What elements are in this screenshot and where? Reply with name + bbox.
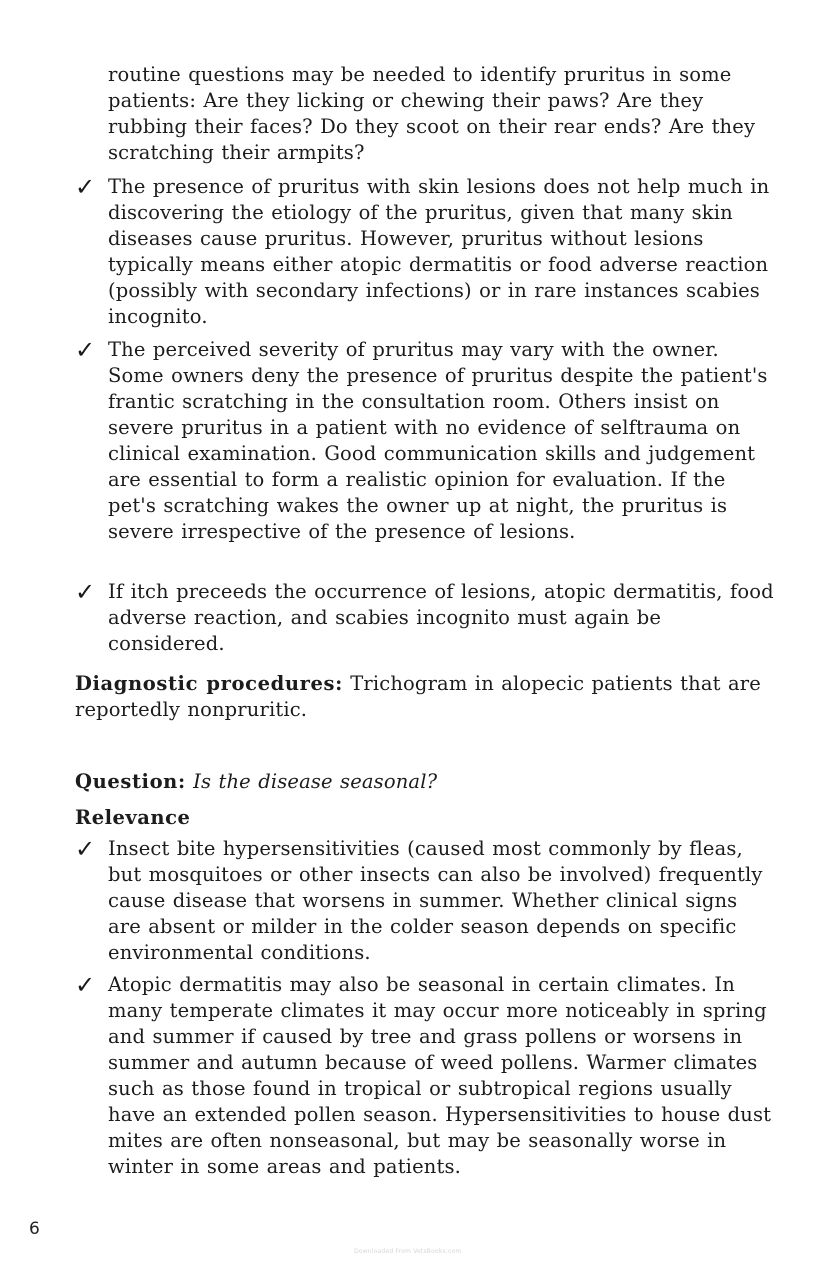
checkmark-icon: ✓	[75, 173, 96, 201]
diagnostic-procedures	[75, 671, 775, 723]
page-number: 6	[29, 1219, 40, 1239]
relevance-heading-text: Relevance	[75, 806, 191, 829]
continuation-paragraph	[75, 62, 775, 166]
checkmark-icon: ✓	[75, 336, 96, 364]
checkmark-icon: ✓	[75, 578, 96, 606]
diagnostic-label: Diagnostic procedures:	[75, 672, 343, 695]
bullet-text: Insect bite hypersensitivities (caused most commonly by fleas, but mosquitoes or other insects can also be involved) frequently cause disease that worsens in summer. Whether clinical signs are absent or milder in the colder season depends on specific environmental conditions.	[108, 837, 763, 964]
continuation-text: routine questions may be needed to identify pruritus in some patients: Are they licking or chewing their paws? Are they rubbing their faces? Do they scoot on their rear ends? Are they scratching their armpits?	[108, 63, 756, 164]
bullet-item	[75, 174, 775, 330]
checkmark-icon: ✓	[75, 835, 96, 863]
relevance-heading	[75, 805, 775, 831]
watermark: Downloaded From VetsBooks.com	[354, 1248, 462, 1255]
bullet-item	[75, 972, 775, 1180]
bullet-item	[75, 337, 775, 545]
question-text: Is the disease seasonal?	[193, 770, 438, 793]
question-label: Question:	[75, 770, 186, 793]
bullet-text: If itch preceeds the occurrence of lesions, atopic dermatitis, food adverse reaction, and scabies incognito must again be considered.	[108, 580, 774, 655]
question-line	[75, 769, 775, 795]
bullet-item	[75, 836, 775, 966]
bullet-item	[75, 579, 775, 657]
diagnostic-text: Trichogram in alopecic patients that are reportedly nonpruritic.	[75, 672, 761, 721]
bullet-text: The perceived severity of pruritus may vary with the owner. Some owners deny the presence of pruritus despite the patient's frantic scratching in the consultation room. Others insist on severe pruritus in a patient with no evidence of selftrauma on clinical examination. Good communication skills and judgement are essential to form a realistic opinion for evaluation. If the pet's scratching wakes the owner up at night, the pruritus is severe irrespective of the presence of lesions.	[108, 338, 768, 543]
bullet-text: Atopic dermatitis may also be seasonal in certain climates. In many temperate climates it may occur more noticeably in spring and summer if caused by tree and grass pollens or worsens in summer and autumn because of weed pollens. Warmer climates such as those found in tropical or subtropical regions usually have an extended pollen season. Hypersensitivities to house dust mites are often nonseasonal, but may be seasonally worse in winter in some areas and patients.	[108, 973, 772, 1178]
checkmark-icon: ✓	[75, 971, 96, 999]
bullet-text: The presence of pruritus with skin lesions does not help much in discovering the etiology of the pruritus, given that many skin diseases cause pruritus. However, pruritus without lesions typically means either atopic dermatitis or food adverse reaction (possibly with secondary infections) or in rare instances scabies incognito.	[108, 175, 770, 328]
